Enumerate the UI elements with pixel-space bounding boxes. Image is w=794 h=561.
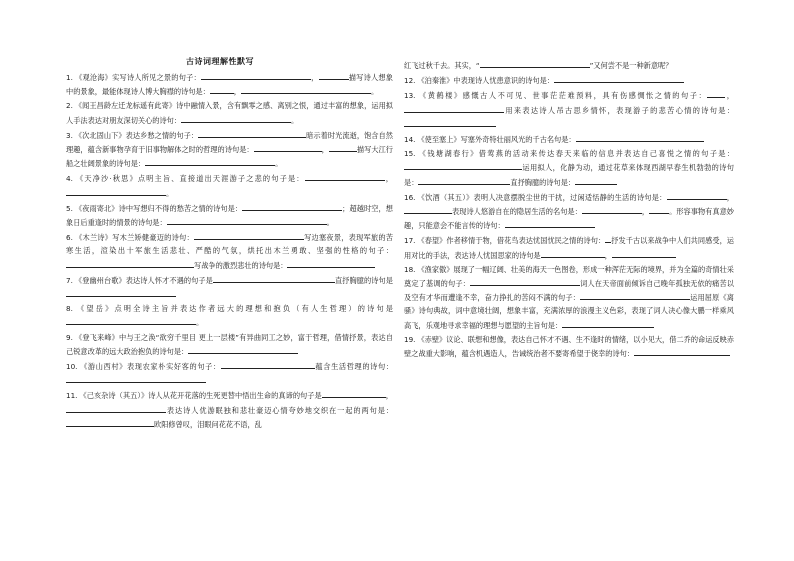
answer-blank[interactable] xyxy=(66,417,154,427)
question-text: 《黄鹤楼》感慨古人不可见、世事茫茫难预料，具有伤感惆怅之情的句子： xyxy=(417,91,708,101)
answer-blank[interactable] xyxy=(167,215,327,225)
answer-blank[interactable] xyxy=(634,346,730,356)
question-item xyxy=(404,58,734,72)
question-number: 9. xyxy=(66,332,73,342)
question-number: 15. xyxy=(404,149,416,159)
answer-blank[interactable] xyxy=(188,344,298,354)
question-text: 《己亥杂诗（其五）》诗人从花开花落的生死更替中悟出生命的真谛的句子是 xyxy=(79,391,322,401)
question-text: 《登飞来峰》中与王之涣“欲穷千里目 更上一层楼”有异曲同工之妙，富于哲理，借情抒景，表达自己锐意改革的远大政治抱负的诗句是： xyxy=(66,332,393,356)
question-number: 14. xyxy=(404,135,416,145)
answer-blank[interactable] xyxy=(418,175,510,185)
question-number: 3. xyxy=(66,130,73,140)
answer-blank[interactable] xyxy=(145,156,275,166)
question-number: 1. xyxy=(66,73,73,82)
question-number: 17. xyxy=(404,236,416,246)
question-number: 16. xyxy=(404,192,416,202)
answer-blank[interactable] xyxy=(562,318,654,328)
question-number: 12. xyxy=(404,76,416,86)
question-text: ， xyxy=(641,207,650,217)
question-text: ， xyxy=(321,145,329,155)
question-text: 《夜雨寄北》诗中写想归不得的愁苦之情的诗句是： xyxy=(74,203,243,213)
answer-blank[interactable] xyxy=(194,230,304,240)
question-text: 。 xyxy=(166,188,174,198)
question-text: 。 xyxy=(291,115,299,125)
answer-blank[interactable] xyxy=(404,103,504,113)
question-text: 《木兰诗》写木兰矫健豪迈的诗句： xyxy=(74,233,194,243)
question-text: 《钱塘湖春行》借莺燕的活动来传达春天来临的信息并表达自己喜悦之情的句子是： xyxy=(417,149,734,159)
answer-blank[interactable] xyxy=(201,70,311,80)
question-text: 。 xyxy=(196,318,204,328)
question-text: ”又何尝不是一种新意呢？ xyxy=(589,61,673,70)
answer-blank[interactable] xyxy=(667,190,727,200)
question-item xyxy=(66,302,393,329)
answer-blank[interactable] xyxy=(181,113,291,123)
question-text: 红飞过秋千去。其实，“ xyxy=(404,61,480,70)
answer-blank[interactable] xyxy=(66,186,166,196)
question-item xyxy=(404,233,734,261)
question-text: 《春望》作者移情于物，借花鸟表达忧国忧民之情的诗句： xyxy=(417,236,606,246)
answer-blank[interactable] xyxy=(66,287,176,297)
question-item xyxy=(66,99,393,126)
answer-blank[interactable] xyxy=(241,84,371,94)
question-text: 《泊秦淮》中表现诗人忧患意识的诗句是： xyxy=(417,76,555,86)
question-number: 11. xyxy=(66,391,78,401)
question-number: 10. xyxy=(66,362,78,372)
question-text: 《渔家傲》展现了一幅辽阔、壮美的海天一色图卷，形成一种浑茫无际的境界，并为全篇的奇情壮采奠定了基调的句子： xyxy=(404,264,734,289)
question-text: 。 xyxy=(326,218,334,228)
question-item xyxy=(66,201,393,229)
question-text: 表达诗人优游眠独和悲壮豪迈心情夸妙地交织在一起的两句是： xyxy=(166,405,393,415)
left-column xyxy=(66,70,393,432)
answer-blank[interactable] xyxy=(404,160,522,170)
question-text: ；超越时空，想象日后重逢时的情景的诗句是： xyxy=(66,203,393,228)
question-text: 《次北固山下》表达乡愁之情的句子： xyxy=(74,130,199,140)
answer-blank[interactable] xyxy=(213,273,335,283)
question-text: ， xyxy=(310,73,319,82)
answer-blank[interactable] xyxy=(554,73,684,83)
answer-blank[interactable] xyxy=(254,142,322,152)
answer-blank[interactable] xyxy=(404,117,496,127)
answer-blank[interactable] xyxy=(66,315,196,325)
answer-blank[interactable] xyxy=(580,290,690,300)
answer-blank[interactable] xyxy=(242,201,342,211)
answer-blank[interactable] xyxy=(582,204,642,214)
question-item xyxy=(66,331,393,358)
question-text: 写边塞夜景，表现军旅的苦寒生活，渲染出十军旅生活悲壮、严酷的气氛，烘托出木兰勇敢、坚强的性格的句子： xyxy=(66,233,393,256)
answer-blank[interactable] xyxy=(329,142,357,152)
answer-blank[interactable] xyxy=(576,132,704,142)
answer-blank[interactable] xyxy=(221,359,315,369)
question-text: 用来表达诗人吊古思乡情怀，表现游子的悲苦心情的诗句是： xyxy=(504,105,734,115)
question-text: ， xyxy=(726,192,734,202)
question-text: ， xyxy=(725,91,734,101)
question-item xyxy=(404,190,734,233)
question-text: ， xyxy=(385,391,393,401)
question-text: 写战争的激烈悲壮的诗句是： xyxy=(194,260,288,270)
question-item xyxy=(404,132,734,146)
question-text: 直抒胸臆的诗句是： xyxy=(510,177,576,187)
question-text: 。形容事物有真意妙趣，只能意会不能言传的诗句： xyxy=(404,207,734,231)
question-text: 运用屈原《离骚》诗句典故，词中意境壮阔，想象丰富，充满浓厚的浪漫主义色彩，表现了词人决心像大鹏一样乘风高飞，乐观地寻求幸福的理想与愿望的主旨句是： xyxy=(404,293,734,330)
question-text: 欧阳修曾叹，泪眼问花花不语，乱 xyxy=(154,419,262,429)
question-text: 暗示着时光流逝，饱含自然理趣，蕴含新事物孕育于旧事物解体之时的哲理的诗句是： xyxy=(66,130,393,155)
question-text: 《赤壁》议论、联想和想像，表达自己怀才不遇、生不逢时的情绪，以小见大，借二乔的命运反映赤壁之战重大影响，蕴含机遇造人，告诫统治者不要寄希望于侥幸的诗句： xyxy=(404,334,734,359)
answer-blank[interactable] xyxy=(305,171,385,181)
question-item xyxy=(66,70,393,98)
question-number: 7. xyxy=(66,275,73,285)
right-column xyxy=(404,58,734,361)
question-number: 6. xyxy=(66,233,73,243)
answer-blank[interactable] xyxy=(649,204,669,214)
answer-blank[interactable] xyxy=(319,70,349,80)
answer-blank[interactable] xyxy=(66,403,166,413)
question-text: 《登幽州台歌》表达诗人怀才不遇的句子是 xyxy=(74,275,213,285)
answer-blank[interactable] xyxy=(198,128,306,138)
answer-blank[interactable] xyxy=(470,276,580,286)
answer-blank[interactable] xyxy=(541,248,605,258)
question-text: 《饮酒（其五）》表明人决意摆脱尘世的干扰，过闲适恬静的生活的诗句是： xyxy=(417,192,667,202)
question-text: 《使至塞上》写塞外奇特壮丽风光的千古名句是： xyxy=(417,135,576,145)
question-item xyxy=(66,230,393,272)
question-number: 4. xyxy=(66,174,73,184)
question-item xyxy=(404,88,734,131)
question-item xyxy=(404,263,734,332)
question-text: 《闻王昌龄左迁龙标遥有此寄》诗中融情入景，含有飘零之感、离别之恨，通过丰富的想象，运用拟人手法表达对朋友深切关心的诗句： xyxy=(66,101,393,125)
question-item xyxy=(66,359,393,387)
question-number: 13. xyxy=(404,91,416,101)
question-text: 《观沧海》实写诗人所见之景的句子： xyxy=(74,73,201,82)
page-title: 古诗词理解性默写 xyxy=(186,57,254,66)
question-text: ， xyxy=(384,174,393,184)
question-number: 18. xyxy=(404,264,416,274)
question-text: 。 xyxy=(275,159,283,169)
answer-blank[interactable] xyxy=(505,218,595,228)
question-item xyxy=(66,128,393,171)
question-text: 描写诗人想象中的景象，最能体现诗人博大胸襟的诗句是： xyxy=(66,73,393,97)
question-text: 词人在天帝面前倾诉自己晚年孤独无依的痛苦以及空有才华而遭逢不幸，奋力挣扎的苦闷不满的句子： xyxy=(404,279,734,303)
question-number: 8. xyxy=(66,304,73,314)
question-item xyxy=(404,73,734,87)
question-text: 《望岳》点明全诗主旨并表达作者远大的理想和抱负（有人生哲理）的诗句是 xyxy=(74,304,393,314)
question-text: 《游山西村》表现农家朴实好客的句子： xyxy=(79,362,221,372)
answer-blank[interactable] xyxy=(287,258,375,268)
question-text: 《天净沙·秋思》点明主旨、直接道出天涯游子之悲的句子是： xyxy=(74,174,305,184)
question-item xyxy=(66,171,393,199)
question-text: 蕴含生活哲理的诗句： xyxy=(314,362,393,372)
question-text: 直抒胸臆的诗句是 xyxy=(334,275,393,285)
question-number: 5. xyxy=(66,203,73,213)
answer-blank[interactable] xyxy=(322,388,386,398)
question-text: 描写大江行船之壮阔景象的诗句是： xyxy=(66,145,393,169)
answer-blank[interactable] xyxy=(612,248,676,258)
question-item xyxy=(66,273,393,301)
answer-blank[interactable] xyxy=(707,88,725,98)
answer-blank[interactable] xyxy=(66,258,194,268)
question-item xyxy=(404,333,734,360)
answer-blank[interactable] xyxy=(66,373,206,383)
question-item xyxy=(404,147,734,189)
question-text: 。 xyxy=(370,87,379,97)
answer-blank[interactable] xyxy=(575,175,617,185)
question-text: 抒发千古以来战争中人们共同感受，运用对比的手法，表达诗人忧国思家的诗句是 xyxy=(404,236,734,260)
question-text: ， xyxy=(604,250,612,260)
question-number: 19. xyxy=(404,334,416,344)
answer-blank[interactable] xyxy=(210,84,234,94)
question-number: 2. xyxy=(66,101,73,111)
question-text: 表现诗人悠游自在的隐居生活的名句是： xyxy=(452,207,582,217)
question-text: 运用拟人，化静为动，通过花草来体现西湖早春生机勃勃的诗句是： xyxy=(404,163,734,187)
answer-blank[interactable] xyxy=(404,204,452,214)
answer-blank[interactable] xyxy=(480,58,590,68)
question-item xyxy=(66,388,393,431)
question-text: ， xyxy=(233,87,241,97)
